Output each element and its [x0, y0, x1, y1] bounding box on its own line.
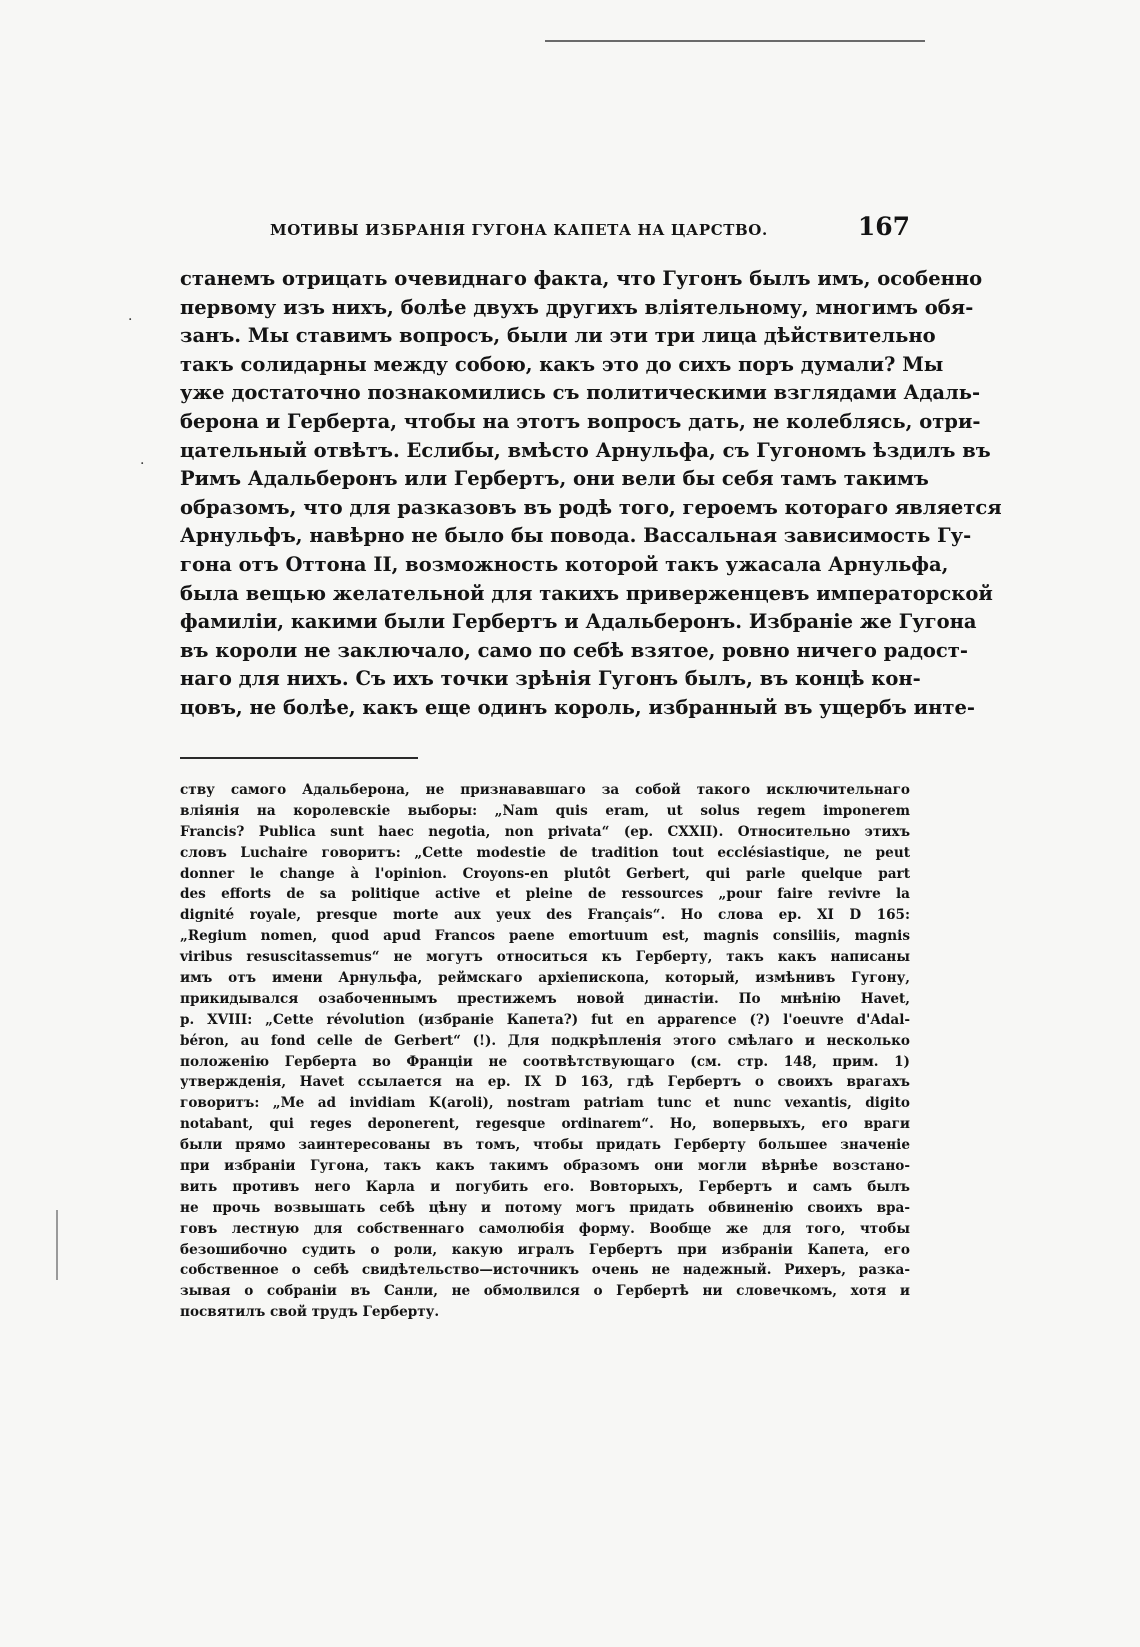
- page-header: [270, 212, 910, 241]
- page-number: 167: [857, 212, 910, 241]
- footnote-rule: [180, 757, 418, 759]
- footnote-line: положенію Герберта во Франціи не соотвѣтствующаго (см. стр. 148, прим. 1): [180, 1053, 910, 1070]
- body-line: фамиліи, какими были Гербертъ и Адальберонъ. Избраніе же Гугона: [180, 610, 977, 634]
- footnote-line: вліянія на королевскіе выборы: „Nam quis eram, ut solus regem imponerem: [180, 802, 910, 819]
- footnote-line: говъ лестную для собственнаго самолюбія форму. Вообще же для того, чтобы: [180, 1220, 910, 1237]
- footnote-line: имъ отъ имени Арнульфа, реймскаго архіепископа, который, измѣнивъ Гугону,: [180, 970, 910, 987]
- footnote-line: notabant, qui reges deponerent, regesque ordinarem“. Но, вопервыхъ, его враги: [180, 1116, 910, 1133]
- footnote-line: donner le change à l'opinion. Croyons-en plutôt Gerbert, qui parle quelque part: [180, 865, 910, 882]
- footnote-line: Francis? Publica sunt haec negotia, non privata“ (ep. CXXII). Относительно этихъ: [180, 823, 910, 840]
- footnote-line: безошибочно судить о роли, какую игралъ Гербертъ при избраніи Капета, его: [180, 1241, 910, 1258]
- footnote-line: p. XVIII: „Cette révolution (избраніе Капета?) fut en apparence (?) l'oeuvre d'Adal-: [180, 1011, 910, 1028]
- footnote-line: прикидывался озабоченнымъ престижемъ новой династіи. По мнѣнію Havet,: [180, 990, 910, 1007]
- footnote-line: béron, au fond celle de Gerbert“ (!). Для подкрѣпленія этого смѣлаго и несколько: [180, 1032, 910, 1049]
- body-line: цательный отвѣтъ. Еслибы, вмѣсто Арнульфа, съ Гугономъ ѣздилъ въ: [180, 438, 991, 462]
- footnote-line: зывая о собраніи въ Санли, не обмолвился о Гербертѣ ни словечкомъ, хотя и: [180, 1283, 910, 1300]
- margin-scan-line: [56, 1210, 58, 1280]
- footnote-line: des efforts de sa politique active et pleine de ressources „pour faire revivre la: [180, 886, 910, 903]
- body-line: образомъ, что для разказовъ въ родѣ того, героемъ котораго является: [180, 495, 1002, 519]
- footnote-line: dignité royale, presque morte aux yeux des Français“. Но слова ep. XI D 165:: [180, 907, 910, 924]
- body-line: уже достаточно познакомились съ политическими взглядами Адаль-: [180, 381, 981, 405]
- footnote-line: говоритъ: „Me ad invidiam K(aroli), nostram patriam tunc et nunc vexantis, digito: [180, 1095, 910, 1112]
- body-line: первому изъ нихъ, болѣе двухъ другихъ вліятельному, многимъ обя-: [180, 295, 974, 319]
- footnote-line: словъ Luchaire говоритъ: „Cette modestie de tradition tout ecclésiastique, ne peut: [180, 844, 910, 861]
- body-line: въ короли не заключало, само по себѣ взятое, ровно ничего радост-: [180, 638, 968, 662]
- top-rule: [545, 40, 925, 42]
- footnote-line: при избраніи Гугона, такъ какъ такимъ образомъ они могли вѣрнѣе возстано-: [180, 1158, 910, 1175]
- body-line: цовъ, не болѣе, какъ еще одинъ король, избранный въ ущербъ инте-: [180, 695, 975, 719]
- footnote-text: [180, 780, 910, 1323]
- body-line: занъ. Мы ставимъ вопросъ, были ли эти три лица дѣйствительно: [180, 324, 936, 348]
- running-title: МОТИВЫ ИЗБРАНІЯ ГУГОНА КАПЕТА НА ЦАРСТВО.: [270, 221, 768, 239]
- footnote-line: viribus resuscitassemus“ не могутъ относиться къ Герберту, такъ какъ написаны: [180, 949, 910, 966]
- body-line: берона и Герберта, чтобы на этотъ вопросъ дать, не колеблясь, отри-: [180, 409, 981, 433]
- footnote-line: были прямо заинтересованы въ томъ, чтобы придать Герберту большее значеніе: [180, 1137, 910, 1154]
- footnote-line: утвержденія, Havet ссылается на ep. IX D 163, гдѣ Гербертъ о своихъ врагахъ: [180, 1074, 910, 1091]
- body-text: [180, 265, 1002, 723]
- footnote-line: собственное о себѣ свидѣтельство—источникъ очень не надежный. Рихеръ, разка-: [180, 1262, 910, 1279]
- margin-dot: ·: [140, 456, 145, 472]
- body-line: Арнульфъ, навѣрно не было бы повода. Вассальная зависимость Гу-: [180, 524, 972, 548]
- body-line: была вещью желательной для такихъ приверженцевъ императорской: [180, 581, 993, 605]
- body-line: гона отъ Оттона II, возможность которой такъ ужасала Арнульфа,: [180, 552, 949, 576]
- footnote-line: не прочь возвышать себѣ цѣну и потому могъ придать обвиненію своихъ вра-: [180, 1199, 910, 1216]
- footnote-line: „Regium nomen, quod apud Francos paene emortuum est, magnis consiliis, magnis: [180, 928, 910, 945]
- footnote-line: ству самого Адальберона, не признававшаго за собой такого исключительнаго: [180, 782, 910, 798]
- body-line: наго для нихъ. Съ ихъ точки зрѣнія Гугонъ былъ, въ концѣ кон-: [180, 667, 921, 691]
- footnote-line: вить противъ него Карла и погубить его. Вовторыхъ, Гербертъ и самъ былъ: [180, 1178, 910, 1195]
- body-line: Римъ Адальберонъ или Гербертъ, они вели бы себя тамъ такимъ: [180, 467, 929, 491]
- margin-dot: ·: [128, 312, 133, 328]
- body-line: станемъ отрицать очевиднаго факта, что Гугонъ былъ имъ, особенно: [180, 267, 983, 290]
- body-line: такъ солидарны между собою, какъ это до сихъ поръ думали? Мы: [180, 352, 944, 376]
- footnote-line: посвятилъ свой трудъ Герберту.: [180, 1304, 440, 1321]
